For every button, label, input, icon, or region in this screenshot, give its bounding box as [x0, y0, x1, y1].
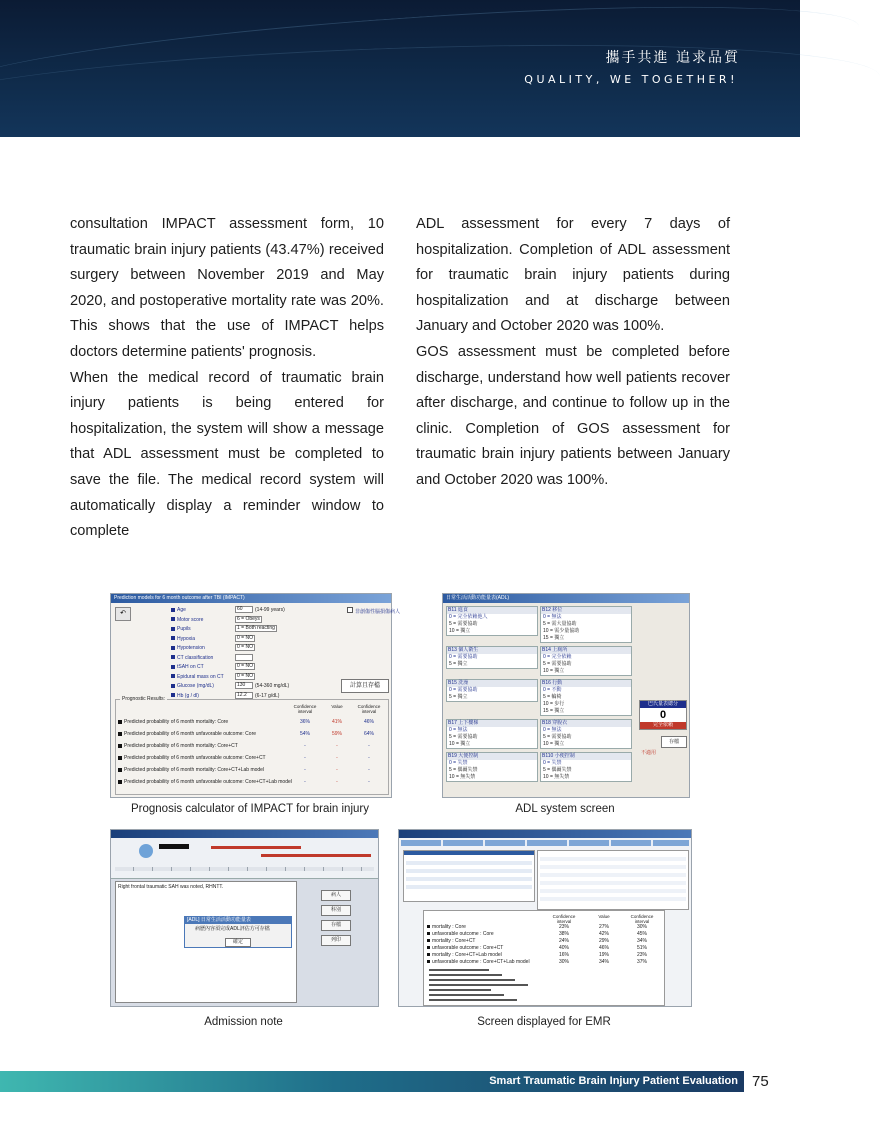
summary-label: unfavorable outcome : Core [432, 931, 494, 937]
result-value: 36% [299, 719, 310, 725]
summary-label: mortality : Core [432, 924, 466, 930]
bullet-icon [118, 732, 122, 736]
bullet-icon [427, 960, 430, 963]
adl-option: 5 = 獨立 [449, 661, 468, 667]
input-field-list [171, 606, 331, 701]
bullet-icon [118, 744, 122, 748]
result-value: - [368, 767, 370, 773]
summary-row [427, 952, 661, 959]
field-value: 12.2 [235, 692, 253, 699]
footer-section-title: Smart Traumatic Brain Injury Patient Evaluation [489, 1075, 738, 1087]
adl-group [540, 719, 632, 749]
text-line [429, 974, 502, 976]
adl-option: 0 = 無法 [543, 727, 562, 733]
adl-group [446, 606, 538, 636]
results-header-row [118, 704, 386, 716]
result-value: - [304, 755, 306, 761]
adl-group [540, 752, 632, 782]
results-title: Prognostic Results: [122, 696, 166, 702]
adl-option: 10 = 獨立 [449, 741, 471, 747]
bullet-icon [118, 720, 122, 724]
summary-value: 29% [598, 938, 609, 944]
header-slogan-zh: 攜手共進 追求品質 [605, 50, 740, 66]
adl-option: 0 = 需要協助 [449, 654, 478, 660]
text-line [429, 994, 504, 996]
bullet-icon [171, 617, 175, 621]
input-row [171, 673, 331, 683]
field-label: Epidural mass on CT [177, 673, 224, 680]
summary-value: 38% [558, 931, 569, 937]
impact-summary-panel [423, 910, 665, 1006]
adl-group [540, 679, 632, 716]
field-label: Age [177, 607, 186, 613]
window-title: Prediction models for 6 month outcome after TBI (IMPACT) [111, 594, 391, 603]
alert-line [211, 846, 301, 849]
field-label: tSAH on CT [177, 664, 204, 670]
result-label: Predicted probability of 6 month unfavorable outcome: Core+CT+Lab model [124, 779, 292, 785]
bullet-icon [171, 636, 175, 640]
summary-value: 23% [558, 924, 569, 930]
bullet-icon [171, 627, 175, 631]
text-line [429, 989, 491, 991]
patient-info-header [111, 838, 378, 879]
result-value: 64% [363, 731, 374, 737]
result-value: 59% [331, 731, 342, 737]
result-row [118, 716, 386, 728]
summary-row [427, 959, 661, 966]
input-row [171, 682, 331, 692]
input-row [171, 644, 331, 654]
avatar [139, 844, 153, 858]
adl-option: 5 = 偶爾失禁 [543, 767, 572, 773]
input-row [171, 616, 331, 626]
adl-option: 5 = 獨立 [449, 694, 468, 700]
summary-table [427, 914, 661, 1001]
bullet-icon [427, 932, 430, 935]
summary-header: Confidence interval [552, 914, 576, 924]
result-row [118, 728, 386, 740]
tab-strip [115, 867, 374, 871]
bullet-icon [171, 684, 175, 688]
summary-value: 37% [636, 959, 647, 965]
adl-item-groups [446, 606, 634, 785]
figure-caption: Screen displayed for EMR [477, 1016, 611, 1028]
summary-value: 45% [636, 931, 647, 937]
adl-required-dialog [184, 916, 292, 948]
summary-value: 34% [636, 938, 647, 944]
bullet-icon [427, 939, 430, 942]
text-column-right [416, 212, 730, 494]
field-label: Hypoxia [177, 635, 196, 642]
results-header: Confidence interval [357, 704, 381, 714]
adl-group-title: B17 上下樓梯 [447, 720, 537, 727]
results-table [118, 704, 386, 788]
result-label: Predicted probability of 6 month unfavorable outcome: Core+CT [124, 755, 266, 761]
field-value: 0 = NO [237, 644, 253, 651]
header-slogan-en: QUALITY, WE TOGETHER! [524, 73, 738, 86]
adl-option: 0 = 無法 [543, 614, 562, 620]
input-row [171, 625, 331, 635]
adl-group [446, 719, 538, 749]
result-value: - [368, 755, 370, 761]
bullet-icon [427, 953, 430, 956]
result-value: 46% [363, 719, 374, 725]
adl-option: 0 = 失禁 [449, 760, 468, 766]
adl-group [446, 752, 538, 782]
text-line [429, 979, 515, 981]
field-label: Hb (g / dl) [177, 692, 199, 699]
field-value: 60 [235, 606, 253, 613]
adl-group-title: B15 洗澡 [447, 680, 537, 687]
result-value: 41% [331, 719, 342, 725]
dialog-title: [ADL] 日常生活活動功能量表 [185, 917, 291, 924]
emr-screenshot [398, 829, 692, 1007]
adl-option: 5 = 輪椅 [543, 694, 562, 700]
result-value: - [304, 767, 306, 773]
adl-option: 10 = 獨立 [543, 668, 565, 674]
bullet-icon [427, 925, 430, 928]
window-title: 日常生活活動功能量表(ADL) [443, 594, 689, 603]
field-value: 1 = Both reacting [237, 625, 275, 632]
results-header: Confidence interval [293, 704, 317, 714]
adl-group [446, 646, 538, 669]
field-hint: (54-360 mg/dL) [255, 683, 290, 689]
bullet-icon [171, 665, 175, 669]
dialog-ok-button: 確定 [225, 938, 251, 947]
field-label: CT classification [177, 654, 214, 661]
result-value: - [336, 743, 338, 749]
summary-value: 23% [636, 952, 647, 958]
back-arrow-icon: ↶ [115, 607, 131, 621]
window-titlebar [111, 830, 378, 838]
adl-option: 0 = 需要協助 [449, 687, 478, 693]
admission-note-screenshot [110, 829, 379, 1007]
field-hint: (14-99 years) [255, 607, 285, 613]
adl-option: 10 = 需少量協助 [543, 628, 580, 634]
summary-value: 30% [636, 924, 647, 930]
adl-option: 0 = 完全依賴他人 [449, 614, 488, 620]
adl-option: 10 = 步行 [543, 701, 565, 707]
field-value [235, 654, 253, 661]
result-row [118, 752, 386, 764]
summary-label: mortality : Core+CT+Lab model [432, 952, 502, 958]
figure-caption: Admission note [204, 1016, 283, 1028]
adl-system-screenshot [442, 593, 690, 798]
not-applicable-option: 不適用 [641, 750, 657, 756]
summary-row [427, 931, 661, 938]
summary-row [427, 924, 661, 931]
adl-group-title: B19 大便控制 [447, 753, 537, 760]
field-label: Motor score [177, 616, 204, 623]
side-button: 科別 [321, 905, 351, 916]
summary-label: unfavorable outcome : Core+CT+Lab model [432, 959, 530, 965]
bullet-icon [171, 655, 175, 659]
summary-label: mortality : Core+CT [432, 938, 476, 944]
window-titlebar [399, 830, 691, 838]
adl-option: 10 = 無失禁 [543, 774, 570, 780]
summary-value: 46% [598, 945, 609, 951]
summary-header: Value [598, 914, 610, 919]
impact-calculator-screenshot [110, 593, 401, 798]
adl-group-title: B110 小便控制 [541, 753, 631, 760]
result-row [118, 740, 386, 752]
prognostic-results-panel [115, 696, 389, 795]
adl-option: 5 = 需要協助 [543, 661, 572, 667]
field-label: Glucose (mg/dL) [177, 683, 214, 689]
barthel-total-box [639, 700, 687, 730]
adl-option: 5 = 需大量協助 [543, 621, 577, 627]
adl-option: 10 = 獨立 [449, 628, 471, 634]
adl-group-title: B13 個人衛生 [447, 647, 537, 654]
bullet-icon [118, 756, 122, 760]
adl-option: 10 = 獨立 [543, 741, 565, 747]
text-column-left [70, 212, 384, 545]
field-value: 130 [235, 682, 253, 689]
input-row [171, 606, 331, 616]
result-value: - [336, 767, 338, 773]
text-line [429, 999, 517, 1001]
adl-save-button: 存檔 [661, 736, 687, 748]
bullet-icon [118, 780, 122, 784]
summary-value: 24% [558, 938, 569, 944]
result-value: - [304, 779, 306, 785]
field-value: 0 = NO [237, 634, 253, 641]
field-label: Hypotension [177, 645, 205, 651]
field-value: 0 = NO [237, 672, 253, 679]
summary-value: 16% [558, 952, 569, 958]
paragraph: ADL assessment for every 7 days of hospitalization. Completion of ADL assessment for traumatic brain injury patients during hospitalization and at discharge between January and October 2020 was 100%. [416, 216, 730, 335]
field-hint: (6-17 g/dL) [255, 692, 280, 699]
result-label: Predicted probability of 6 month mortality: Core+CT+Lab model [124, 767, 265, 773]
adl-option: 0 = 不動 [543, 687, 562, 693]
result-label: Predicted probability of 6 month unfavorable outcome: Core [124, 731, 257, 737]
side-button-column [321, 890, 351, 950]
summary-value: 27% [598, 924, 609, 930]
adl-group-title: B12 移位 [541, 607, 631, 614]
result-value: - [368, 743, 370, 749]
dependency-status: 完全依賴 [640, 722, 686, 729]
summary-row [427, 938, 661, 945]
adl-option: 5 = 需要協助 [449, 734, 478, 740]
adl-option: 0 = 完全依賴 [543, 654, 572, 660]
summary-value: 19% [598, 952, 609, 958]
result-row [118, 764, 386, 776]
result-label: Predicted probability of 6 month mortality: Core [124, 719, 229, 725]
page-number: 75 [752, 1073, 769, 1090]
adl-option: 5 = 偶爾失禁 [449, 767, 478, 773]
adl-option: 0 = 失禁 [543, 760, 562, 766]
bullet-icon [171, 646, 175, 650]
adl-option: 15 = 獨立 [543, 635, 565, 641]
paragraph: When the medical record of traumatic brain injury patients is being entered for hospitalization, the system will show a message that ADL assessment must be completed to save the file. The medical record system will automatically display a reminder window to complete [70, 369, 384, 540]
page-header-banner [0, 0, 800, 137]
field-value: 0 = NO [237, 663, 253, 670]
summary-header: Confidence interval [630, 914, 654, 924]
record-list-panel [537, 850, 689, 910]
field-value: 6 = Obeys [237, 615, 260, 622]
redacted-name [159, 844, 189, 849]
non-traumatic-checkbox-label: 非創傷性腦損傷病人 [355, 609, 401, 615]
result-value: 54% [299, 731, 310, 737]
adl-option: 15 = 獨立 [543, 708, 565, 714]
results-header: Value [331, 704, 343, 709]
bullet-icon [171, 674, 175, 678]
adl-group [540, 606, 632, 643]
summary-row [427, 945, 661, 952]
bullet-icon [118, 768, 122, 772]
paragraph: GOS assessment must be completed before discharge, understand how well patients recover after discharge, and continue to follow up in the clinic. Completion of GOS assessment for traumatic brain injury patients between January and October 2020 was 100%. [416, 343, 730, 488]
side-button: 存檔 [321, 920, 351, 931]
result-value: - [336, 755, 338, 761]
summary-value: 42% [598, 931, 609, 937]
bullet-icon [171, 693, 175, 697]
adl-option: 10 = 無失禁 [449, 774, 476, 780]
field-label: Pupils [177, 626, 191, 632]
adl-group-title: B18 穿脫衣 [541, 720, 631, 727]
adl-option: 5 = 需要協助 [543, 734, 572, 740]
summary-value: 30% [558, 959, 569, 965]
adl-group [540, 646, 632, 676]
adl-option: 0 = 無法 [449, 727, 468, 733]
adl-group-title: B14 上廁所 [541, 647, 631, 654]
input-row [171, 654, 331, 664]
paragraph: consultation IMPACT assessment form, 10 traumatic brain injury patients (43.47%) received surgery between November 2019 and May 2020, and postoperative mortality rate was 20%. This shows that the use of IMPACT helps doctors determine patients' prognosis. [70, 216, 384, 360]
text-line [429, 984, 528, 986]
summary-header-row [427, 914, 661, 924]
result-value: - [304, 743, 306, 749]
total-label: 巴氏量表總分 [640, 701, 686, 708]
summary-value: 51% [636, 945, 647, 951]
alert-line [261, 854, 371, 857]
result-value: - [368, 779, 370, 785]
input-row [171, 663, 331, 673]
bullet-icon [171, 608, 175, 612]
bullet-icon [427, 946, 430, 949]
figure-caption: Prognosis calculator of IMPACT for brain injury [131, 803, 369, 815]
side-button: 列印 [321, 935, 351, 946]
total-value: 0 [659, 709, 667, 721]
calculate-save-button: 計算且存檔 [341, 679, 389, 693]
summary-value: 40% [558, 945, 569, 951]
result-label: Predicted probability of 6 month mortality: Core+CT [124, 743, 238, 749]
summary-label: unfavorable outcome : Core+CT [432, 945, 504, 951]
result-value: - [336, 779, 338, 785]
side-button: 病人 [321, 890, 351, 901]
summary-value: 34% [598, 959, 609, 965]
note-text: Right frontal traumatic SAH was noted, RHNTT. [118, 884, 224, 890]
patient-list-panel [403, 850, 535, 902]
adl-group-title: B11 進食 [447, 607, 537, 614]
text-line [429, 969, 489, 971]
menu-bar [401, 840, 689, 846]
result-row [118, 776, 386, 788]
dialog-message: 病歷內容須完成ADL評估方可存檔 [195, 926, 270, 932]
input-row [171, 635, 331, 645]
adl-option: 5 = 需要協助 [449, 621, 478, 627]
adl-group [446, 679, 538, 702]
adl-group-title: B16 行動 [541, 680, 631, 687]
figure-caption: ADL system screen [515, 803, 615, 815]
